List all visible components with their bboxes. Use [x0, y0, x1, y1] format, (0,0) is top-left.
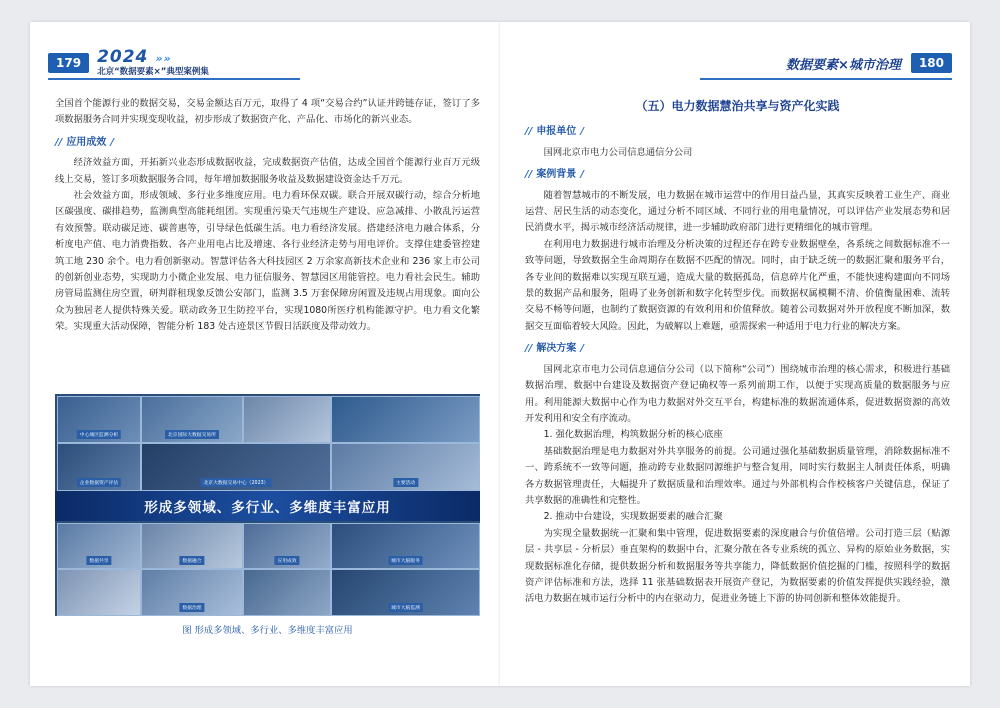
solution-subheading-2: 2. 推动中台建设，实现数据要素的融合汇聚	[543, 511, 723, 523]
photo-cell: 应用成效	[243, 523, 331, 569]
section-heading-effects	[55, 135, 480, 151]
page-number-left: 179	[48, 53, 89, 73]
section-title: 应用成效	[66, 136, 107, 148]
econ-paragraph: 经济效益方面，开拓新兴业态形成数据收益，完成数据资产估值，达成全国首个能源行业百万元级线上交易，签订多项数据服务合同，每年增加数据服务收益及数据建设资金达千万元。	[55, 157, 480, 185]
figure-caption: 图 形成多领域、多行业、多维度丰富应用	[182, 625, 353, 636]
photo-cell	[57, 569, 141, 616]
section-heading-unit	[525, 124, 950, 140]
unit-name: 国网北京市电力公司信息通信分公司	[543, 146, 693, 158]
page-number-right: 180	[911, 53, 952, 73]
header-rule-right	[700, 78, 952, 80]
header-rule-left	[48, 78, 300, 80]
left-body	[55, 96, 480, 336]
solution-paragraph-3: 为实现全量数据统一汇聚和集中管理，促进数据要素的深度融合与价值倍增。公司打造三层（贴源层 - 共享层 - 分析层）垂直架构的数据中台，汇聚分散在各专业系统的孤立、异构的原始业务数据，实现数据标准化存储，提供数据分析和数据服务等共享能力，降低数据价值挖掘的门槛，按照科学的数据资产评估标准和方法，选择 11 张基础数据表开展资产登记，为数据要素的价值发挥提供实践经验，激活电力数据在城市运行分析中的内在驱动力，促进业务链上下游的协同创新和整体效能提升。	[525, 527, 950, 605]
section-title: 解决方案	[536, 343, 577, 355]
right-body	[525, 96, 950, 608]
photo-cell: 主要活动	[331, 443, 480, 491]
background-paragraph-2: 在利用电力数据进行城市治理及分析决策的过程还存在跨专业数据壁垒，各系统之间数据标准不一致等问题，导致数据全生命周期存在数据不匹配的情况。同时，由于缺乏统一的数据汇聚和服务平台，各专业间的数据难以实现互联互通，造成大量的数据孤岛，信息碎片化严重，不能快速构建面向不同场景的数据产品和服务，阻碍了业务创新和数字化转型步伐。而数据权属模糊不清、价值衡量困难、流转交易不畅等问题，也制约了数据资源的有效利用和价值释放。随着公司数据对外开放程度不断加深，数据交互面临着较大风险。因此，为破解以上难题，亟需探索一种适用于电力行业的解决方案。	[525, 238, 950, 332]
solution-subheading-1: 1. 强化数据治理，构筑数据分析的核心底座	[543, 429, 723, 441]
photo-cell: 数据融合	[141, 523, 243, 569]
left-header	[48, 47, 209, 78]
section-heading-background	[525, 167, 950, 183]
series-title: 数据要素×城市治理	[786, 57, 901, 73]
applications-figure	[55, 394, 480, 616]
photo-cell: 中心城区监测分析	[57, 396, 141, 443]
background-paragraph-1: 随着智慧城市的不断发展，电力数据在城市运营中的作用日益凸显，其真实反映着工业生产、商业运营、居民生活的动态变化，通过分析不同区域、不同行业的用电量情况，可以评估产业发展态势和居民消费水平，揭示城市经济活动规律，进一步辅助政府部门进行更精细化的城市管理。	[525, 189, 950, 234]
photo-cell: 企业数据资产评估	[57, 443, 141, 491]
section-marker-icon: //	[525, 169, 533, 181]
section-tail-icon: /	[580, 169, 584, 181]
solution-paragraph-2: 基础数据治理是电力数据对外共享服务的前提。公司通过强化基础数据质量管理，消除数据标准不一、跨系统不一致等问题，推动跨专业数据同源维护与整合复用，同时实行数据主人制责任体系，明确各方数据管理责任，大幅提升了数据质量和治理效率。通过与外部机构合作校核客户关键信息，保证了共享数据的准确性和完整性。	[525, 445, 950, 506]
photo-cell: 城市大脑监测	[331, 569, 480, 616]
section-heading-solution	[525, 341, 950, 357]
photo-cell: 北京大数据交易中心（2023）	[141, 443, 331, 491]
solution-paragraph-1: 国网北京市电力公司信息通信分公司（以下简称“公司”）围绕城市治理的核心需求，积极进行基础数据治理、数据中台建设及数据资产登记确权等一系列前期工作，以便于实现高质量的数据服务与应用。利用能源大数据中心作为电力数据对外交互平台，构建标准的数据流通体系，促进数据资源的高效开发利用和安全有序流动。	[525, 363, 950, 424]
photo-cell	[243, 396, 331, 443]
case-title: （五）电力数据慧治共享与资产化实践	[635, 99, 840, 113]
figure-banner: 形成多领域、多行业、多维度丰富应用	[55, 491, 480, 521]
section-tail-icon: /	[580, 126, 584, 138]
social-paragraph: 社会效益方面，形成领域、多行业多维度应用。电力看环保双碳。联合开展双碳行动，综合分析地区碳强度、碳排趋势，监测典型高能耗组团。实现重污染天气违规生产建设、应急减排、小散乱污运营有效预警。联动碳足迹、碳普惠等，引导绿色低碳生活。电力看经济发展。搭建经济电力融合体系，分析度电产值、电力消费指数、各产业用电占比及增速、各行业经济走势与用电评价。支撑住建委管控建筑工地 230 余个。电力看创新驱动。智慧评估各大科技园区 2 万余家高新技术企业和 236 家上市公司的创新创业态势，实现助力小微企业发展、电力征信服务、智慧园区用能管控。电力看社会民生。辅助房管局监测住房空置，研判群租现象反馈公安部门，监测 3.5 万套保障房闲置及违规占用现象。面向公众为独居老人提供特殊关爱。联动政务卫生防控平台，实现1080所医疗机构能源守护。电力看文化繁荣。实现重大活动保障，智能分析 183 处古迹景区节假日活跃度及带动效力。	[55, 190, 480, 333]
brand-subtitle: 北京“数据要素×”典型案例集	[97, 67, 209, 78]
brand-year: 2024	[97, 47, 149, 68]
photo-cell	[331, 396, 480, 443]
photo-cell	[243, 569, 331, 616]
left-page	[30, 22, 500, 686]
chevron-decoration-icon: »»	[155, 52, 172, 66]
intro-paragraph: 全国首个能源行业的数据交易，交易金额达百万元，取得了 4 项“交易合约”认证并跨链存证，签订了多项数据服务合同并实现变现收益，初步形成了数据资产化、产品化、市场化的新兴业态。	[55, 98, 480, 126]
right-page	[500, 22, 970, 686]
brand-logo	[97, 49, 209, 77]
section-marker-icon: //	[525, 126, 533, 138]
photo-cell: 数据共享	[57, 523, 141, 569]
photo-cell: 城市大脑服务	[331, 523, 480, 569]
section-marker-icon: //	[525, 343, 533, 355]
section-title: 案例背景	[536, 169, 577, 181]
photo-cell: 北京国际大数据交易所	[141, 396, 243, 443]
photo-cell: 数据治理	[141, 569, 243, 616]
section-title: 申报单位	[536, 126, 577, 138]
section-marker-icon: //	[55, 136, 63, 148]
right-header	[786, 50, 952, 76]
section-tail-icon: /	[110, 136, 114, 148]
section-tail-icon: /	[580, 343, 584, 355]
